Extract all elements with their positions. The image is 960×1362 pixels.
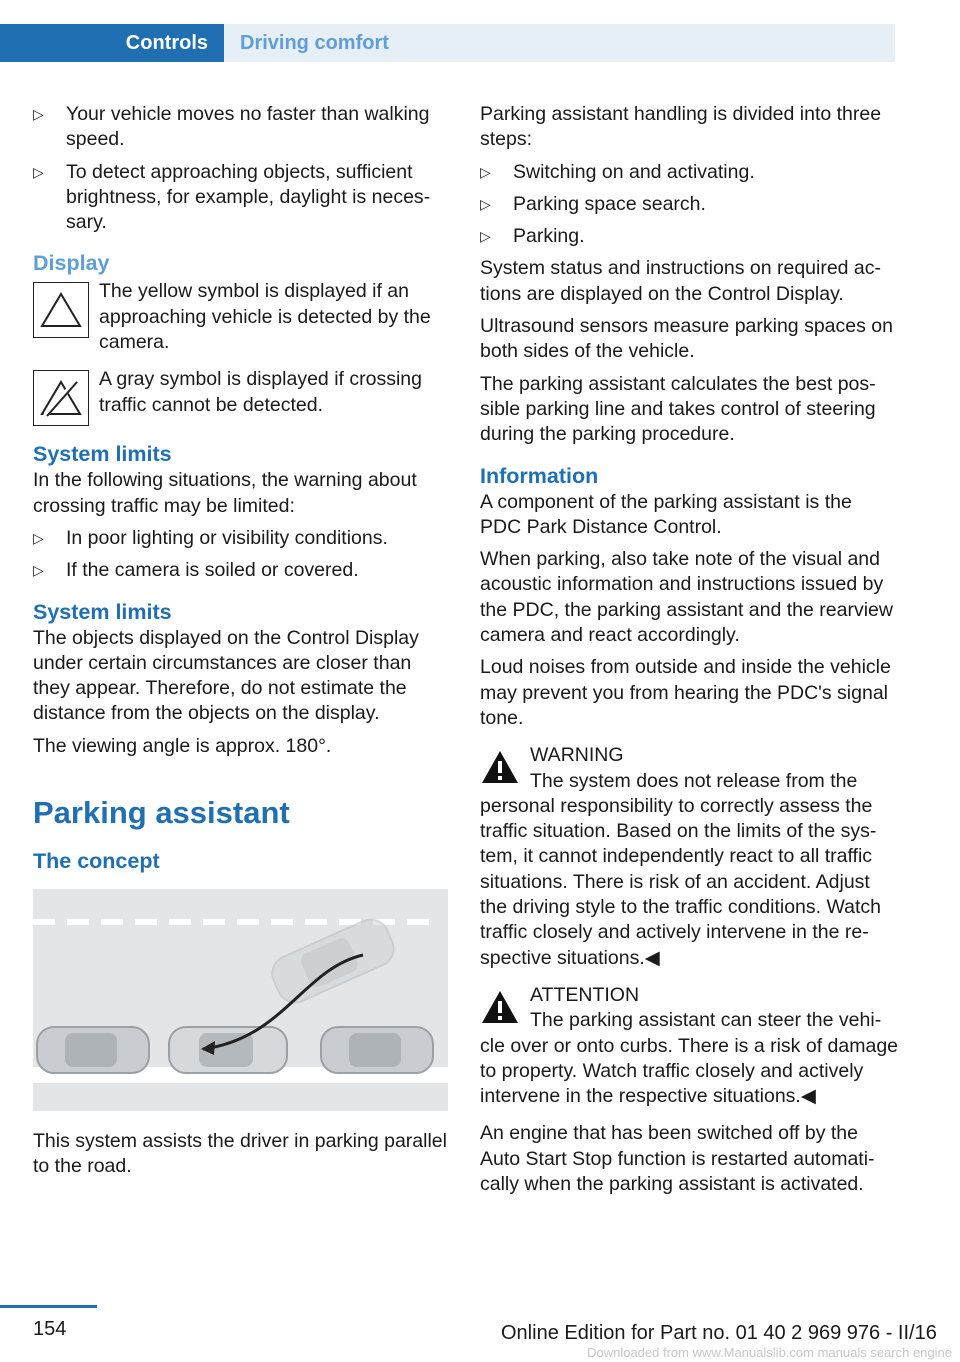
symbol-description: A gray symbol is displayed if crossing traffic cannot be detected. xyxy=(99,368,422,416)
attention-block xyxy=(480,983,898,1109)
paragraph: An engine that has been switched off by the Auto Start Stop function is restarted automatically when the parking assistant is activated. xyxy=(480,1122,875,1195)
attention-text: The parking assistant can steer the vehicle over or onto curbs. There is a risk of damage to property. Watch traffic closely and actively intervene in the respective situations.◀ xyxy=(480,1009,899,1108)
symbol-row-yellow xyxy=(33,279,448,355)
paragraph: The viewing angle is approx. 180°. xyxy=(33,734,332,757)
page-number: 154 xyxy=(33,1318,67,1340)
paragraph: When parking, also take note of the visual and acoustic information and instructions issued by the PDC, the parking assistant and the rearview camera and react accordingly. xyxy=(480,548,893,647)
paragraph: In the following situations, the warning about crossing traffic may be limited: xyxy=(33,469,417,517)
left-column xyxy=(33,102,448,1187)
concept-heading: The concept xyxy=(33,849,160,874)
limits-list xyxy=(33,526,448,584)
paragraph: A component of the parking assistant is the PDC Park Distance Control. xyxy=(480,490,852,538)
tab-controls[interactable]: Controls xyxy=(0,24,224,62)
paragraph: This system assists the driver in parking parallel to the road. xyxy=(33,1130,447,1178)
requirements-list xyxy=(33,102,448,235)
system-limits-heading: System limits xyxy=(33,599,172,624)
paragraph: The parking assistant calculates the best possible parking line and takes control of steering during the parking procedure. xyxy=(480,372,876,446)
page-header xyxy=(0,0,895,62)
paragraph: System status and instructions on required actions are displayed on the Control Display. xyxy=(480,257,882,305)
system-limits-heading: System limits xyxy=(33,442,172,467)
attention-icon xyxy=(480,989,520,1025)
list-item: ▷ Your vehicle moves no faster than walking speed. xyxy=(33,102,448,153)
warning-icon xyxy=(480,749,520,785)
edition-note: Online Edition for Part no. 01 40 2 969 976 - II/16 xyxy=(501,1322,937,1344)
paragraph: Loud noises from outside and inside the vehicle may prevent you from hearing the PDC's signal tone. xyxy=(480,656,891,729)
attention-label: ATTENTION xyxy=(530,983,640,1006)
warning-triangle-icon xyxy=(33,282,89,338)
warning-label: WARNING xyxy=(530,744,624,767)
section-title: Parking assistant xyxy=(33,795,290,831)
site-watermark[interactable]: Downloaded from www.Manualslib.com manuals search engine xyxy=(587,1345,952,1360)
list-item: ▷ To detect approaching objects, sufficient brightness, for example, daylight is necessary. xyxy=(33,160,448,236)
display-heading: Display xyxy=(33,251,110,276)
crossed-triangle-icon xyxy=(33,370,89,426)
list-item: ▷ If the camera is soiled or covered. xyxy=(33,558,448,583)
parking-illustration xyxy=(33,889,448,1111)
list-item: ▷ Switching on and activating. xyxy=(480,160,898,185)
warning-text: The system does not release from the personal responsibility to correctly assess the traffic situation. Based on the limits of the system, it cannot independently react to all traffic situations. There is risk of an accident. Adjust the driving style to the traffic conditions. Watch traffic closely and actively intervene in the respective situations.◀ xyxy=(480,769,882,969)
footer-rule xyxy=(0,1305,97,1308)
paragraph: Parking assistant handling is divided into three steps: xyxy=(480,103,882,151)
list-item: ▷ Parking. xyxy=(480,224,898,249)
information-heading: Information xyxy=(480,463,599,488)
list-item: ▷ Parking space search. xyxy=(480,192,898,217)
warning-block xyxy=(480,743,898,971)
symbol-description: The yellow symbol is displayed if an approaching vehicle is detected by the camera. xyxy=(99,280,431,354)
paragraph: Ultrasound sensors measure parking spaces on both sides of the vehicle. xyxy=(480,315,893,363)
right-column xyxy=(480,102,898,1204)
symbol-row-gray xyxy=(33,367,448,426)
tab-driving-comfort[interactable]: Driving comfort xyxy=(224,24,895,62)
steps-list xyxy=(480,160,898,250)
list-item: ▷ In poor lighting or visibility conditions. xyxy=(33,526,448,551)
paragraph: The objects displayed on the Control Display under certain circumstances are closer than they appear. Therefore, do not estimate the distance from the objects on the display. xyxy=(33,626,419,725)
